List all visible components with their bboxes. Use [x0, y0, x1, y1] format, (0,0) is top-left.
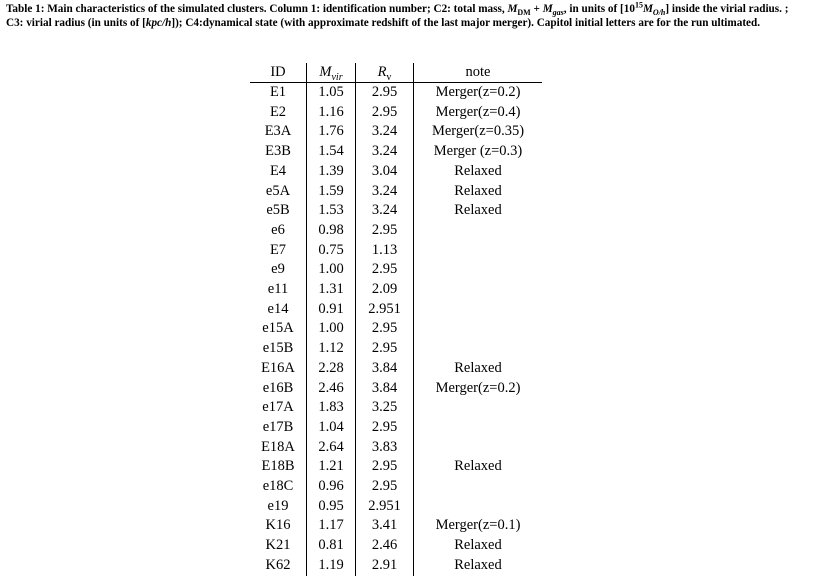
caption-mdm: M — [507, 3, 518, 15]
cell-rv: 3.24 — [356, 182, 414, 202]
cell-mvir: 2.28 — [307, 359, 356, 379]
table-row — [250, 398, 542, 418]
cell-mvir: 1.21 — [307, 457, 356, 477]
cell-note — [414, 319, 543, 339]
cell-rv: 2.95 — [356, 477, 414, 497]
cell-rv: 3.24 — [356, 142, 414, 162]
cell-note: Merger (z=0.3) — [414, 142, 543, 162]
caption-exp: 15 — [634, 0, 643, 10]
cell-rv: 2.95 — [356, 260, 414, 280]
cell-id: e17B — [262, 418, 294, 435]
table-row — [250, 103, 542, 123]
cell-mvir: 1.54 — [307, 142, 356, 162]
cell-rv: 2.91 — [356, 556, 414, 576]
cell-rv: 2.46 — [356, 536, 414, 556]
cell-rv: 2.95 — [356, 103, 414, 123]
header-id: ID — [250, 63, 307, 83]
cell-note — [414, 497, 543, 517]
table-row — [250, 418, 542, 438]
cell-rv: 2.95 — [356, 418, 414, 438]
table-row — [250, 260, 542, 280]
cell-mvir: 1.53 — [307, 201, 356, 221]
cell-mvir: 0.96 — [307, 477, 356, 497]
cell-mvir: 1.19 — [307, 556, 356, 576]
cell-id: e17A — [262, 399, 294, 416]
cell-rv: 3.24 — [356, 122, 414, 142]
cell-mvir: 1.00 — [307, 319, 356, 339]
cell-rv: 2.95 — [356, 221, 414, 241]
caption-text-2: , in units of [10 — [563, 3, 635, 15]
cell-note: Merger(z=0.2) — [414, 379, 543, 399]
caption-text-3: ] inside the virial radius. ; C3: virial radius (in units of [ — [6, 3, 789, 29]
cell-mvir: 1.83 — [307, 398, 356, 418]
cell-rv: 2.95 — [356, 319, 414, 339]
cell-id: e18C — [262, 478, 294, 495]
table-row — [250, 339, 542, 359]
cell-mvir: 1.59 — [307, 182, 356, 202]
table-row — [250, 280, 542, 300]
cell-rv: 3.84 — [356, 359, 414, 379]
cell-rv: 2.95 — [356, 339, 414, 359]
cell-note: Relaxed — [414, 359, 543, 379]
cell-mvir: 0.91 — [307, 300, 356, 320]
table-row — [250, 241, 542, 261]
cell-note: Relaxed — [414, 457, 543, 477]
table-body — [250, 83, 542, 576]
cell-id: e15B — [262, 340, 294, 357]
cell-id: E16A — [261, 359, 295, 376]
cell-mvir: 0.81 — [307, 536, 356, 556]
cell-rv: 2.951 — [356, 497, 414, 517]
table-row — [250, 438, 542, 458]
cell-id: E2 — [269, 103, 287, 120]
cell-rv: 2.09 — [356, 280, 414, 300]
caption-msun-sub: O/h — [652, 8, 666, 18]
cell-id: E3B — [265, 143, 291, 160]
cell-note: Merger(z=0.4) — [414, 103, 543, 123]
cell-note: Relaxed — [414, 201, 543, 221]
cell-rv: 2.95 — [356, 457, 414, 477]
cell-id: E3A — [264, 123, 292, 140]
cell-id: K21 — [265, 537, 291, 554]
cell-id: e16B — [262, 379, 294, 396]
table-row — [250, 201, 542, 221]
cell-mvir: 1.12 — [307, 339, 356, 359]
cell-mvir: 2.46 — [307, 379, 356, 399]
table-row — [250, 556, 542, 576]
caption-mgas-sub: gas — [552, 8, 564, 18]
cell-mvir: 0.95 — [307, 497, 356, 517]
header-row — [250, 63, 542, 83]
cell-note — [414, 477, 543, 497]
table-row — [250, 477, 542, 497]
cell-mvir: 1.76 — [307, 122, 356, 142]
cell-note: Relaxed — [414, 182, 543, 202]
table-row — [250, 83, 542, 103]
table-row — [250, 142, 542, 162]
cell-id: e5A — [265, 182, 291, 199]
caption-mdm-sub: DM — [517, 8, 531, 18]
table-row — [250, 221, 542, 241]
cell-mvir: 1.39 — [307, 162, 356, 182]
table-row — [250, 379, 542, 399]
cell-mvir: 0.75 — [307, 241, 356, 261]
cell-mvir: 1.16 — [307, 103, 356, 123]
table-row — [250, 162, 542, 182]
cell-id: E1 — [269, 84, 287, 100]
table-row — [250, 457, 542, 477]
cell-id: K62 — [265, 556, 291, 573]
cell-note: Merger(z=0.1) — [414, 516, 543, 536]
table-row — [250, 536, 542, 556]
header-mvir: $M_{vir}$ — [307, 63, 356, 83]
caption-mgas: $M_{gas}$ — [542, 3, 564, 18]
cell-rv: 2.951 — [356, 300, 414, 320]
table-row — [250, 300, 542, 320]
cell-id: e6 — [271, 221, 285, 238]
cell-id: E18A — [261, 438, 295, 455]
cell-rv: 3.04 — [356, 162, 414, 182]
cell-id: e15A — [262, 320, 294, 337]
cell-rv: 3.84 — [356, 379, 414, 399]
cell-mvir: 1.05 — [307, 83, 356, 103]
cell-mvir: 1.00 — [307, 260, 356, 280]
cell-id: E18B — [261, 458, 295, 475]
cell-note — [414, 221, 543, 241]
cell-note — [414, 260, 543, 280]
caption-msun: $M_{O/h}$ — [642, 3, 666, 18]
cell-rv: 1.13 — [356, 241, 414, 261]
header-note: note — [414, 63, 543, 83]
caption-text-4: ]); C4:dynamical state (with approximate redshift of the last major merger). Capitol initial letters are for the run ultimated. — [171, 16, 761, 29]
cell-note — [414, 418, 543, 438]
clusters-table — [250, 63, 542, 576]
table-row — [250, 122, 542, 142]
cell-id: E7 — [269, 241, 287, 258]
cell-note — [414, 438, 543, 458]
cell-note — [414, 241, 543, 261]
cell-note — [414, 398, 543, 418]
cell-id: e14 — [267, 300, 289, 317]
table-row — [250, 516, 542, 536]
cell-note: Relaxed — [414, 556, 543, 576]
table-row — [250, 319, 542, 339]
cell-id: e9 — [271, 261, 285, 278]
cell-note — [414, 339, 543, 359]
table-row — [250, 359, 542, 379]
cell-note: Merger(z=0.2) — [414, 83, 543, 103]
cell-note: Merger(z=0.35) — [414, 122, 543, 142]
cell-id: E4 — [269, 162, 287, 179]
cell-note — [414, 300, 543, 320]
cell-mvir: 1.31 — [307, 280, 356, 300]
cell-mvir: 2.64 — [307, 438, 356, 458]
table-row — [250, 182, 542, 202]
header-rv: $R_v$ — [356, 63, 414, 83]
cell-rv: 3.24 — [356, 201, 414, 221]
table-caption: Table 1: Main characteristics of the simulated clusters. Column 1: identification number; C2: total mass, $M_{DM} + M_{gas}$, in units of $[10^{15}M_{O/h}]$ inside the virial radius. ; C3: virial radius (in units of [kpc/h]); C4:dynamical state (with approximate redshift of the last major merger). Capitol initial letters are for the run ultimated. — [6, 0, 789, 29]
cell-note: Relaxed — [414, 162, 543, 182]
cell-rv: 2.95 — [356, 83, 414, 103]
cell-mvir: 1.17 — [307, 516, 356, 536]
cell-mvir: 1.04 — [307, 418, 356, 438]
caption-text-1: Main characteristics of the simulated clusters. Column 1: identification number; C2: total mass, — [47, 3, 505, 15]
cell-id: e19 — [267, 497, 289, 514]
cell-rv: 3.41 — [356, 516, 414, 536]
cell-mvir: 0.98 — [307, 221, 356, 241]
cell-note — [414, 280, 543, 300]
caption-kpc: kpc/h — [145, 16, 172, 29]
cell-rv: 3.83 — [356, 438, 414, 458]
cell-rv: 3.25 — [356, 398, 414, 418]
cell-note: Relaxed — [414, 536, 543, 556]
cell-id: e5B — [266, 202, 290, 219]
cell-id: e11 — [267, 281, 289, 298]
table-row — [250, 497, 542, 517]
cell-id: K16 — [265, 517, 291, 534]
caption-label: Table 1: — [6, 3, 45, 15]
